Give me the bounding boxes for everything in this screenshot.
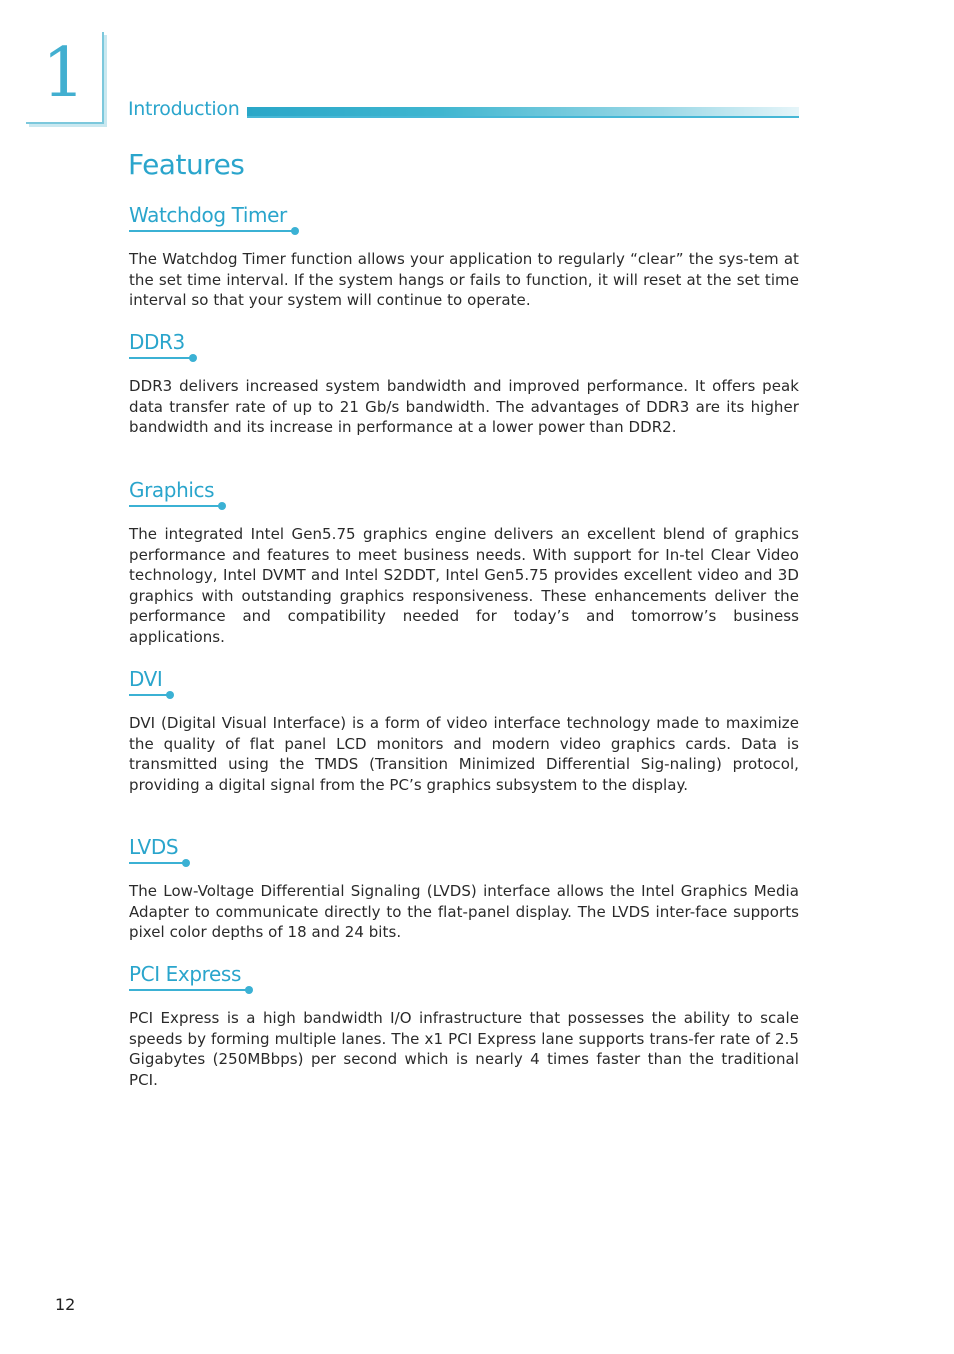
section-body: PCI Express is a high bandwidth I/O infrastructure that possesses the ability to scale speeds by forming multiple lanes. The x1 PCI Express lane supports trans-fer rate of 2.5 Gigabytes (250MBbps) per second which is nearly 4 times faster than the traditional PCI. (129, 1009, 799, 1089)
section-heading (129, 962, 249, 990)
heading-underline (129, 505, 222, 507)
section-heading (129, 203, 295, 231)
section-heading-label: Graphics (129, 478, 215, 502)
chapter-title: Introduction (128, 98, 240, 120)
section-graphics (129, 478, 799, 647)
section-heading (129, 478, 222, 506)
section-heading (129, 330, 193, 358)
section-heading-label: DDR3 (129, 330, 185, 354)
bullet-dot-icon (182, 859, 190, 867)
section-dvi (129, 667, 799, 795)
section-body: The Watchdog Timer function allows your application to regularly “clear” the sys-tem at the set time interval. If the system hangs or fails to function, it will reset at the set time interval so that your system will continue to operate. (129, 250, 799, 309)
section-lvds (129, 835, 799, 943)
section-heading (129, 667, 170, 695)
section-body: The Low-Voltage Differential Signaling (LVDS) interface allows the Intel Graphics Media Adapter to communicate directly to the flat-panel display. The LVDS inter-face supports pixel color depths of 18 and 24 bits. (129, 882, 799, 941)
heading-underline (129, 989, 249, 991)
chapter-number: 1 (42, 34, 86, 113)
section-heading-label: PCI Express (129, 962, 241, 986)
bullet-dot-icon (189, 354, 197, 362)
section-heading-label: DVI (129, 667, 163, 691)
section-body: DDR3 delivers increased system bandwidth and improved performance. It offers peak data transfer rate of up to 21 Gb/s bandwidth. The advantages of DDR3 are its higher bandwidth and its increase in performance at a lower power than DDR2. (129, 377, 799, 436)
section-ddr3 (129, 330, 799, 438)
bullet-dot-icon (218, 502, 226, 510)
page-title: Features (128, 148, 245, 181)
section-heading-label: Watchdog Timer (129, 203, 287, 227)
bullet-dot-icon (166, 691, 174, 699)
heading-underline (129, 862, 186, 864)
section-body: DVI (Digital Visual Interface) is a form of video interface technology made to maximize the quality of flat panel LCD monitors and modern video graphics cards. Data is transmitted using the TMDS (Transition Minimized Differential Sig-naling) protocol, providing a digital signal from the PC’s graphics subsystem to the display. (129, 714, 799, 794)
chapter-rule-line (247, 116, 799, 118)
heading-underline (129, 230, 295, 232)
heading-underline (129, 357, 193, 359)
bullet-dot-icon (291, 227, 299, 235)
section-watchdog-timer (129, 203, 799, 311)
section-heading-label: LVDS (129, 835, 179, 859)
bullet-dot-icon (245, 986, 253, 994)
section-pci-express (129, 962, 799, 1090)
section-body: The integrated Intel Gen5.75 graphics engine delivers an excellent blend of graphics performance and features to meet business needs. With support for In-tel Clear Video technology, Intel DVMT and Intel S2DDT, Intel Gen5.75 provides excellent video and 3D graphics with outstanding graphics responsiveness. These enhancements deliver the performance and compatibility needed for today’s and tomorrow’s business applications. (129, 525, 799, 646)
section-heading (129, 835, 186, 863)
chapter-rule (247, 107, 799, 116)
page-number: 12 (55, 1295, 76, 1314)
heading-underline (129, 694, 170, 696)
